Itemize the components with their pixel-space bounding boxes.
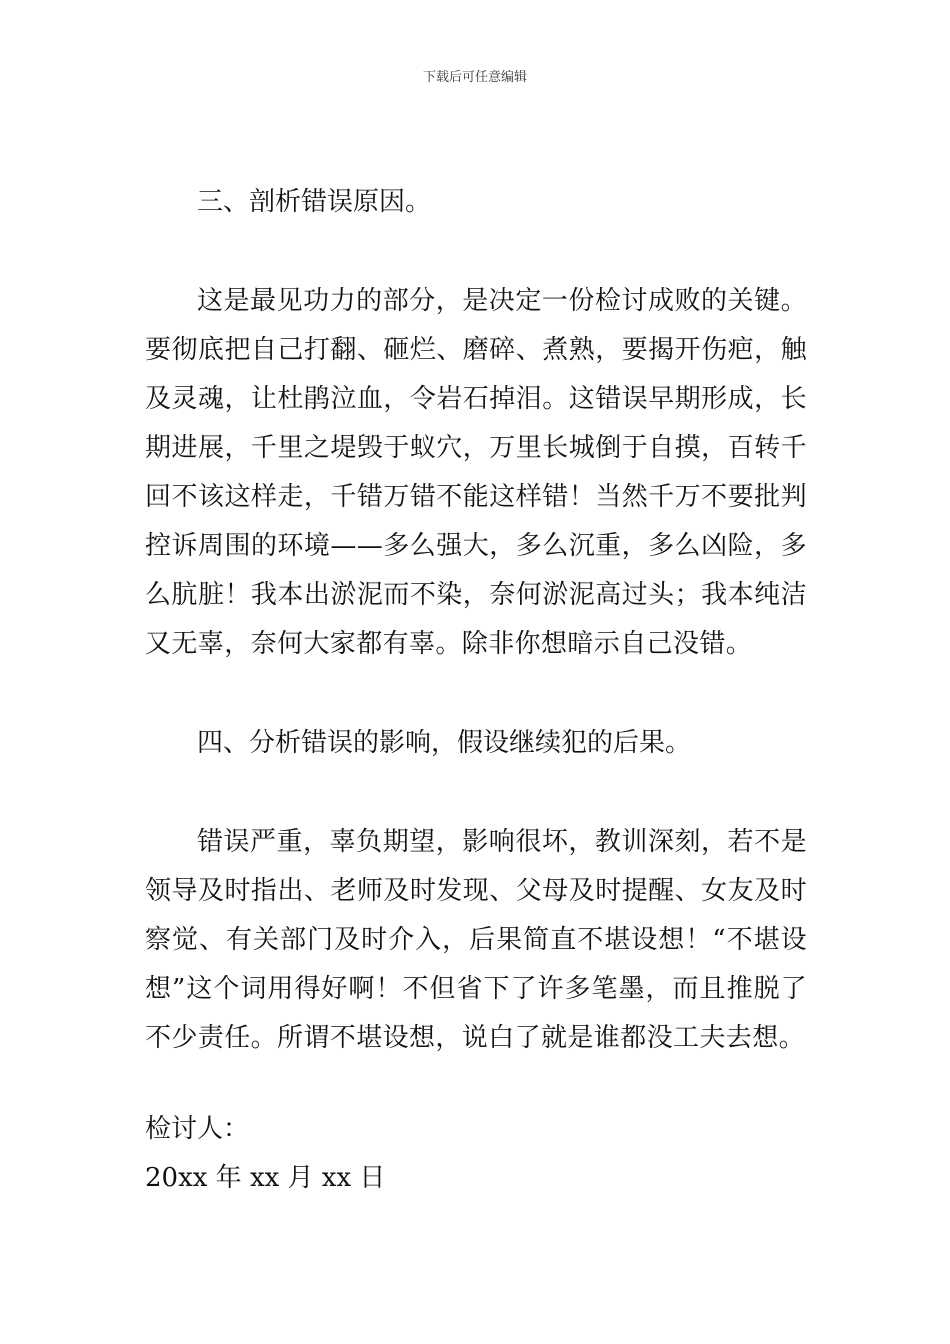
signature-date: 20xx 年 xx 月 xx 日 — [145, 1163, 386, 1193]
header-note: 下载后可任意编辑 — [422, 70, 527, 85]
section-heading-4: 四、分析错误的影响，假设继续犯的后果。 — [197, 728, 692, 758]
section-paragraph-3: 这是最见功力的部分，是决定一份检讨成败的关键。要彻底把自己打翻、砸烂、磨碎、煮熟，要揭开伤疤，触及灵魂，让杜鹃泣血，令岩石掉泪。这错误早期形成，长期进展，千里之堤毁于蚁穴，万里长城倒于自摸，百转千回不该这样走，千错万错不能这样错！当然千万不要批判控诉周围的环境——多么强大，多么沉重，多么凶险，多么肮脏！我本出淤泥而不染，奈何淤泥高过头；我本纯洁又无辜，奈何大家都有辜。除非你想暗示自己没错。 — [145, 286, 807, 659]
spacer — [145, 768, 807, 818]
document-body — [145, 178, 807, 1203]
spacer — [145, 669, 807, 719]
spacer — [145, 1063, 807, 1105]
spacer — [145, 227, 807, 277]
section-paragraph-4: 错误严重，辜负期望，影响很坏，教训深刻，若不是领导及时指出、老师及时发现、父母及时提醒、女友及时察觉、有关部门及时介入，后果简直不堪设想！“不堪设想”这个词用得好啊！不但省下了许多笔墨，而且推脱了不少责任。所谓不堪设想，说白了就是谁都没工夫去想。 — [145, 827, 807, 1053]
signature-label: 检讨人： — [145, 1114, 250, 1144]
section-heading-3: 三、剖析错误原因。 — [197, 187, 432, 217]
